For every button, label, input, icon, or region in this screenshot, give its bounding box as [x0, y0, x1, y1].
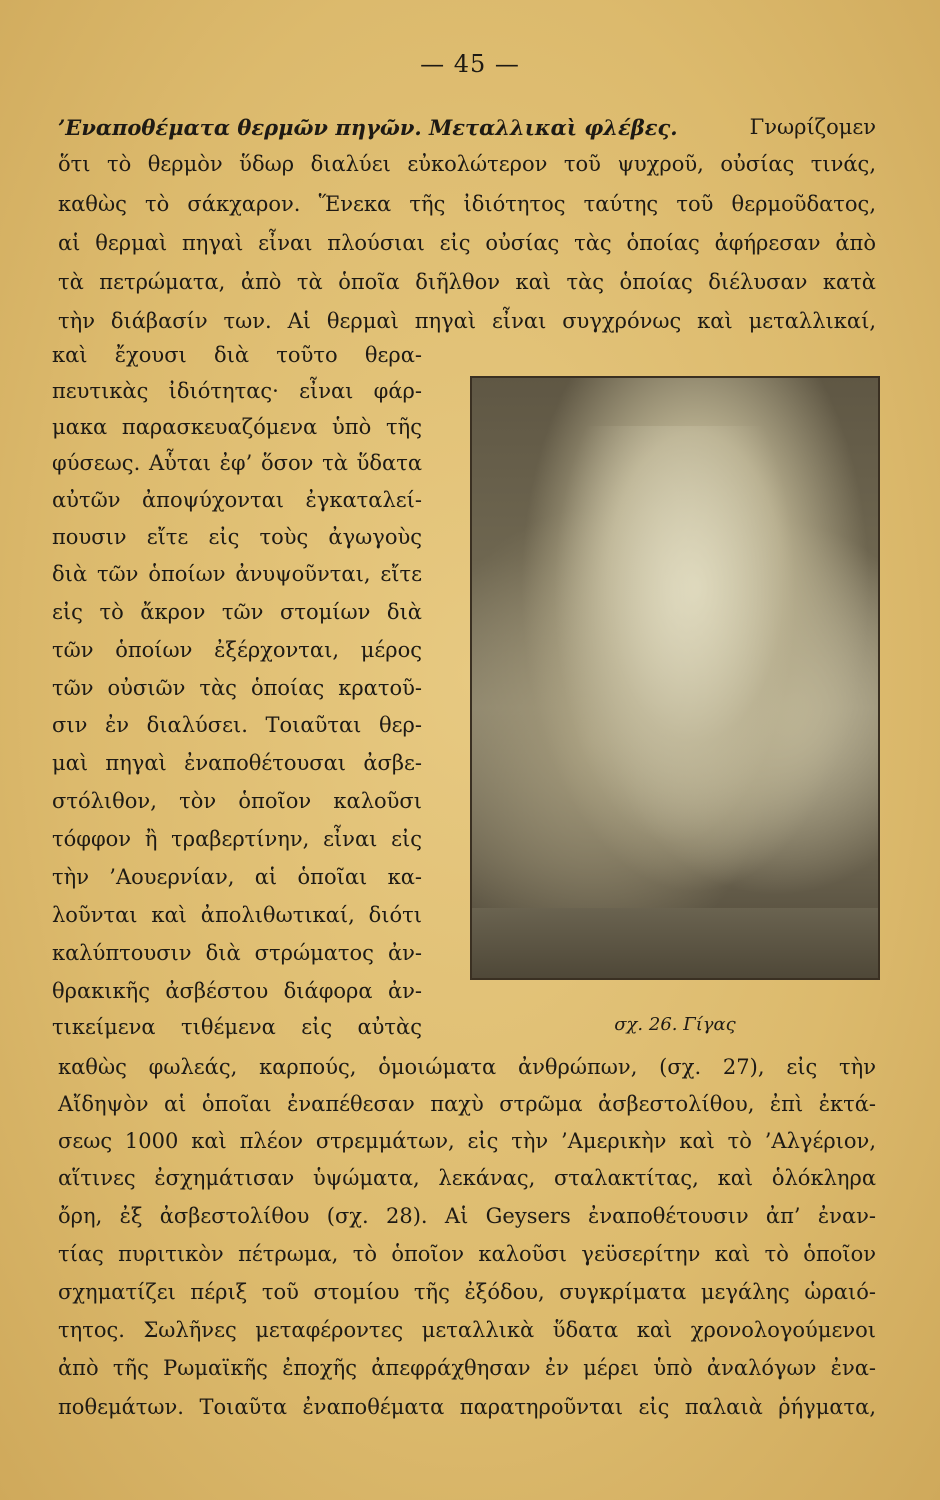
text-line: καθὼς τὸ σάκχαρον. Ἕνεκα τῆς ἰδιότητος ταύτης τοῦ θερμοῦδατος, — [58, 192, 876, 216]
text-line: τὴν ’Αουερνίαν, αἱ ὁποῖαι κα- — [52, 865, 422, 889]
heading-line — [58, 117, 876, 139]
text-line: εἰς τὸ ἄκρον τῶν στομίων διὰ — [52, 600, 422, 624]
text-line: καθὼς φωλεάς, καρπούς, ὁμοιώματα ἀνθρώπων, (σχ. 27), εἰς τὴν — [58, 1055, 876, 1079]
text-line: στόλιθον, τὸν ὁποῖον καλοῦσι — [52, 789, 422, 813]
text-line: Γνωρίζομεν — [749, 115, 876, 139]
geyser-photograph — [470, 376, 880, 980]
steam-cloud — [553, 426, 797, 846]
text-line: πευτικὰς ἰδιότητας· εἶναι φάρ- — [52, 379, 422, 403]
text-line: ἀπὸ τῆς Ρωμαϊκῆς ἐποχῆς ἀπεφράχθησαν ἐν μέρει ὑπὸ ἀναλόγων ἐνα- — [58, 1356, 876, 1380]
figure-caption: σχ. 26. Γίγας — [614, 1014, 736, 1035]
text-line: τόφφον ἢ τραβερτίνην, εἶναι εἰς — [52, 827, 422, 851]
text-line: τὴν διάβασίν των. Αἱ θερμαὶ πηγαὶ εἶναι συγχρόνως καὶ μεταλλικαί, — [58, 309, 876, 333]
text-line: τίας πυριτικὸν πέτρωμα, τὸ ὁποῖον καλοῦσι γεϋσερίτην καὶ τὸ ὁποῖον — [58, 1242, 876, 1266]
text-line: μακα παρασκευαζόμενα ὑπὸ τῆς — [52, 415, 422, 439]
text-line: ποθεμάτων. Τοιαῦτα ἐναποθέματα παρατηροῦνται εἰς παλαιὰ ῥήγματα, — [58, 1395, 876, 1419]
text-line: αἱ θερμαὶ πηγαὶ εἶναι πλούσιαι εἰς οὐσίας τὰς ὁποίας ἀφήρεσαν ἀπὸ — [58, 231, 876, 255]
text-line: Αἴδηψὸν αἱ ὁποῖαι ἐναπέθεσαν παχὺ στρῶμα ἀσβεστολίθου, ἐπὶ ἐκτά- — [58, 1092, 876, 1116]
text-line: τικείμενα τιθέμενα εἰς αὐτὰς — [52, 1015, 422, 1039]
text-line: καὶ ἔχουσι διὰ τοῦτο θερα- — [52, 343, 422, 367]
text-line: λοῦνται καὶ ἀπολιθωτικαί, διότι — [52, 903, 422, 927]
text-line: σιν ἐν διαλύσει. Τοιαῦται θερ- — [52, 713, 422, 737]
text-line: ὅτι τὸ θερμὸν ὕδωρ διαλύει εὐκολώτερον τοῦ ψυχροῦ, οὐσίας τινάς, — [58, 152, 876, 176]
text-line: διὰ τῶν ὁποίων ἀνυψοῦνται, εἴτε — [52, 562, 422, 586]
ground-strip — [472, 908, 878, 978]
text-line: πουσιν εἴτε εἰς τοὺς ἀγωγοὺς — [52, 525, 422, 549]
text-line: καλύπτουσιν διὰ στρώματος ἀν- — [52, 941, 422, 965]
text-line: τῶν ὁποίων ἐξέρχονται, μέρος — [52, 638, 422, 662]
text-line: σεως 1000 καὶ πλέον στρεμμάτων, εἰς τὴν ’Αμερικὴν καὶ τὸ ’Αλγέριον, — [58, 1129, 876, 1153]
text-line: μαὶ πηγαὶ ἐναποθέτουσαι ἀσβε- — [52, 751, 422, 775]
text-line: τὰ πετρώματα, ἀπὸ τὰ ὁποῖα διῆλθον καὶ τὰς ὁποίας διέλυσαν κατὰ — [58, 270, 876, 294]
section-heading: ’Εναποθέματα θερμῶν πηγῶν. Μεταλλικαὶ φλέβες. — [58, 115, 678, 140]
text-line: αἵτινες ἐσχημάτισαν ὑψώματα, λεκάνας, σταλακτίτας, καὶ ὁλόκληρα — [58, 1166, 876, 1190]
text-line: τῶν οὐσιῶν τὰς ὁποίας κρατοῦ- — [52, 676, 422, 700]
text-line: φύσεως. Αὗται ἐφ’ ὅσον τὰ ὕδατα — [52, 451, 422, 475]
page-number: — 45 — — [420, 50, 520, 78]
text-line: θρακικῆς ἀσβέστου διάφορα ἀν- — [52, 979, 422, 1003]
text-line: τητος. Σωλῆνες μεταφέροντες μεταλλικὰ ὕδατα καὶ χρονολογούμενοι — [58, 1318, 876, 1342]
text-line: σχηματίζει πέριξ τοῦ στομίου τῆς ἐξόδου, συγκρίματα μεγάλης ὡραιό- — [58, 1280, 876, 1304]
text-line: αὐτῶν ἀποψύχονται ἐγκαταλεί- — [52, 488, 422, 512]
text-line: ὄρη, ἐξ ἀσβεστολίθου (σχ. 28). Αἱ Geysers ἐναποθέτουσιν ἀπ’ ἐναν- — [58, 1204, 876, 1228]
